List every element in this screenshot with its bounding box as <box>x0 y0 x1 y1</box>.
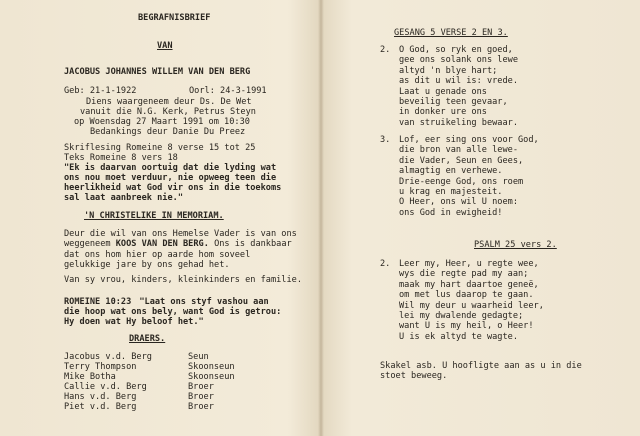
romeine-line: die hoop wat ons bely, want God is getrou: <box>64 307 282 317</box>
psalm-heading: PSALM 25 vers 2. <box>474 240 557 250</box>
verse-line: U is ek altyd te wagte. <box>399 331 518 342</box>
verse-line: O God, so ryk en goed, <box>399 45 513 55</box>
verse-line: Drie-eenge God, ons roem <box>399 176 524 187</box>
van-label: VAN <box>157 41 173 51</box>
verse-number: 3. <box>380 135 391 145</box>
draer-relation: Broer <box>188 402 214 412</box>
draer-name: Hans v.d. Berg <box>64 392 137 402</box>
verse-number: 2. <box>380 259 391 269</box>
psalm-verse <box>399 259 544 342</box>
memoriam-heading: 'N CHRISTELIKE IN MEMORIAM. <box>84 211 224 221</box>
left-page <box>0 0 318 436</box>
draer-relation: Skoonseun <box>188 362 235 372</box>
reading-line: Teks Romeine 8 vers 18 <box>64 153 178 163</box>
gesang-heading: GESANG 5 VERSE 2 EN 3. <box>394 28 508 38</box>
verse-line: almagtig en verhewe. <box>399 166 503 177</box>
verse-line: as dit u wil is: vrede. <box>399 76 518 87</box>
verse-line: gee ons solank ons lewe <box>399 55 518 66</box>
draer-name: Callie v.d. Berg <box>64 382 147 392</box>
quote-line: heerlikheid wat God vir ons in die toekoms <box>64 183 282 193</box>
verse-line: in donker ure ons <box>399 107 487 118</box>
verse-line: van struikeling bewaar. <box>399 117 518 128</box>
service-line: vanuit die N.G. Kerk, Petrus Steyn <box>80 107 256 117</box>
closing-line: stoet beweeg. <box>380 371 448 381</box>
verse-line: O Heer, ons wil U noem: <box>399 197 518 208</box>
right-page <box>324 0 640 436</box>
memoriam-text: Deur die wil van ons Hemelse Vader is van ons weggeneem <box>64 229 297 250</box>
reading-line: Skriflesing Romeine 8 verse 15 tot 25 <box>64 143 256 153</box>
service-line: Diens waargeneem deur Ds. De Wet <box>86 97 252 107</box>
memoriam-text: Ons is dankbaar dat ons hom hier op aarde hom soveel gelukkige jare by ons gehad het. <box>64 239 292 271</box>
draer-name: Piet v.d. Berg <box>64 402 137 412</box>
verse-line: beveilig teen gevaar, <box>399 97 508 108</box>
memoriam-name: KOOS VAN DEN BERG. <box>115 239 209 250</box>
draer-name: Terry Thompson <box>64 362 137 372</box>
birth-date: Geb: 21-1-1922 <box>64 86 137 96</box>
verse-number: 2. <box>380 45 391 55</box>
draer-relation: Broer <box>188 382 214 392</box>
death-date: Oorl: 24-3-1991 <box>189 86 267 96</box>
memoriam-paragraph <box>64 229 300 271</box>
romeine-line: Hy doen wat Hy beloof het." <box>64 317 204 327</box>
verse-line: om met lus daarop te gaan. <box>399 290 534 301</box>
draer-name: Jacobus v.d. Berg <box>64 352 152 362</box>
verse-line: Wil my deur u waarheid leer, <box>399 300 544 311</box>
quote-line: sal laat aanbreek nie." <box>64 193 183 203</box>
draers-heading: DRAERS. <box>129 334 166 344</box>
deceased-name: JACOBUS JOHANNES WILLEM VAN DEN BERG <box>64 67 251 77</box>
draer-name: Mike Botha <box>64 372 116 382</box>
romeine-line: "Laat ons styf vashou aan <box>129 297 269 307</box>
document-title: BEGRAFNISBRIEF <box>138 13 211 23</box>
verse-line: die bron van alle lewe- <box>399 145 518 156</box>
verse-line: lei my dwalende gedagte; <box>399 311 524 322</box>
gesang-verse-2 <box>399 45 518 128</box>
verse-line: wys die regte pad my aan; <box>399 269 529 280</box>
quote-line: ons nou moet verduur, nie opweeg teen die <box>64 173 277 183</box>
verse-line: die Vader, Seun en Gees, <box>399 155 524 166</box>
verse-line: u krag en majesteit. <box>399 187 503 198</box>
verse-line: Leer my, Heer, u regte wee, <box>399 259 539 269</box>
verse-line: Laat u genade ons <box>399 86 487 97</box>
verse-line: maak my hart daartoe geneë, <box>399 279 539 290</box>
verse-line: want U is my heil, o Heer! <box>399 321 534 332</box>
closing-line: Skakel asb. U hoofligte aan as u in die <box>380 361 582 371</box>
draer-relation: Skoonseun <box>188 372 235 382</box>
verse-line: altyd 'n blye hart; <box>399 65 498 76</box>
verse-line: Lof, eer sing ons voor God, <box>399 135 539 145</box>
quote-line: "Ek is daarvan oortuig dat die lyding wat <box>64 163 277 173</box>
verse-line: ons God in ewigheid! <box>399 207 503 218</box>
family-line: Van sy vrou, kinders, kleinkinders en familie. <box>64 275 302 285</box>
service-line: op Woensdag 27 Maart 1991 om 10:30 <box>74 117 250 127</box>
service-line: Bedankings deur Danie Du Preez <box>90 127 246 137</box>
gesang-verse-3 <box>399 135 539 218</box>
romeine-reference: ROMEINE 10:23 <box>64 297 132 307</box>
draer-relation: Seun <box>188 352 209 362</box>
draer-relation: Broer <box>188 392 214 402</box>
